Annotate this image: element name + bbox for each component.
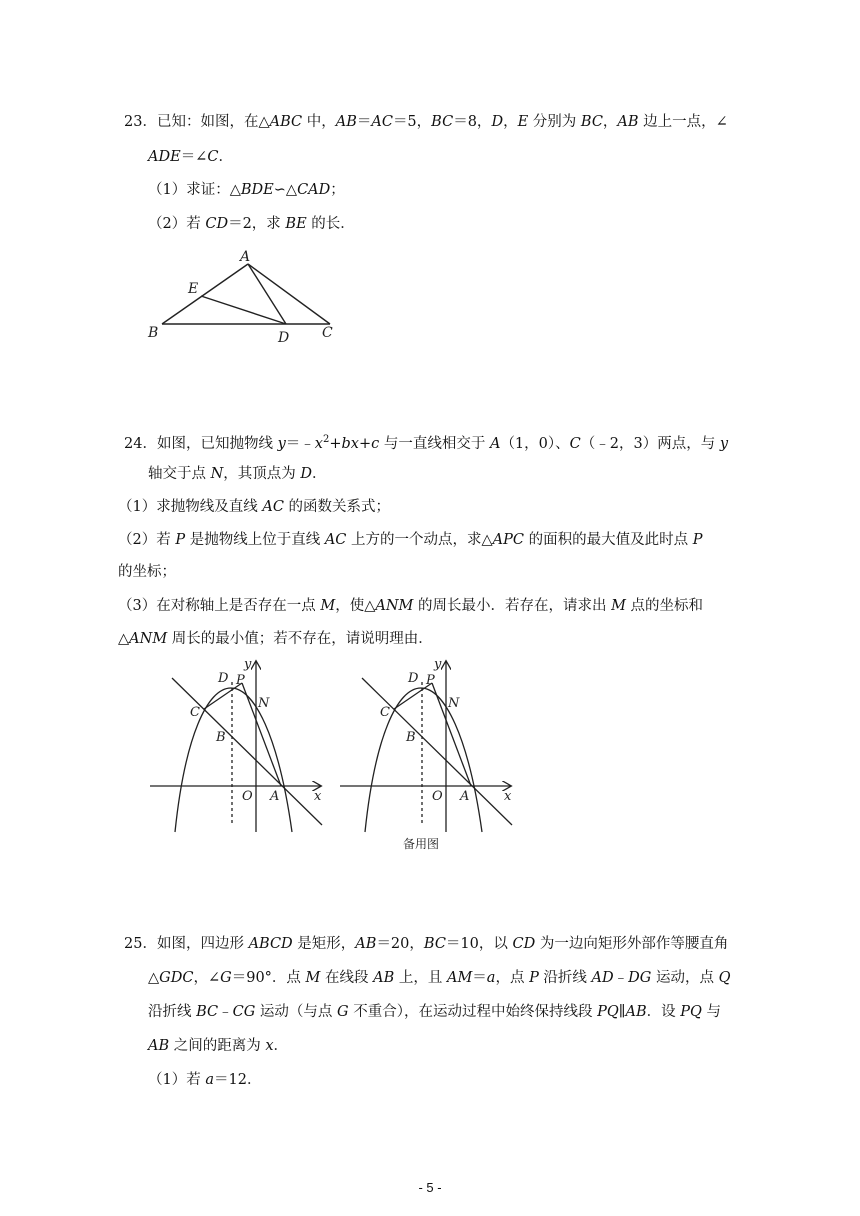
q25-part1: （1）若 a＝12．	[148, 1072, 262, 1088]
q24b-caption: 备用图	[403, 837, 440, 851]
q23-part1: （1）求证：△BDE∽△CAD；	[148, 182, 345, 198]
q23-label-c: C	[322, 325, 333, 341]
q24a-label-x: x	[314, 789, 322, 804]
q24-line2: 轴交于点 N，其顶点为 D．	[148, 466, 327, 482]
q24a-label-p: P	[236, 673, 245, 688]
q24b-label-a: A	[460, 789, 470, 804]
q24b-label-o: O	[432, 789, 443, 804]
page-number: - 5 -	[418, 1180, 442, 1195]
q23-label-d: D	[278, 330, 290, 346]
q23-part2: （2）若 CD＝2，求 BE 的长．	[148, 216, 355, 232]
q24a-label-b: B	[216, 730, 226, 745]
q24b-label-b: B	[406, 730, 416, 745]
q23-label-b: B	[148, 325, 159, 341]
q24-part3b: △ANM 周长的最小值；若不存在，请说明理由．	[118, 631, 433, 647]
q23-line1: 23．已知：如图，在△ABC 中，AB＝AC＝5，BC＝8，D，E 分别为 BC，AB 边上一点，∠	[124, 114, 728, 130]
q24a-label-n: N	[258, 696, 270, 711]
q23-label-a: A	[240, 249, 251, 265]
q24a-label-o: O	[242, 789, 253, 804]
q24-part1: （1）求抛物线及直线 AC 的函数关系式；	[118, 499, 391, 515]
q25-line2: △GDC，∠G＝90°．点 M 在线段 AB 上，且 AM＝a，点 P 沿折线 AD﹣DG 运动，点 Q	[148, 970, 731, 986]
q24a-label-y: y	[244, 657, 252, 672]
q24a-label-c: C	[190, 705, 200, 720]
q25-line4: AB 之间的距离为 x．	[148, 1038, 289, 1054]
q23-line2: ADE＝∠C．	[148, 149, 233, 165]
q24b-label-d: D	[408, 671, 419, 686]
q24-part2a: （2）若 P 是抛物线上位于直线 AC 上方的一个动点，求△APC 的面积的最大值及此时点 P	[118, 532, 703, 548]
q23-label-e: E	[188, 281, 199, 297]
q24b-label-c: C	[380, 705, 390, 720]
q24-line1: 24．如图，已知抛物线 $y=﹣x^2+bx+c$ 与一直线相交于 A（1，0）、C（﹣2，3）两点，与 y	[124, 434, 729, 452]
q24-part2b: 的坐标；	[118, 564, 176, 580]
q25-line3: 沿折线 BC﹣CG 运动（与点 G 不重合），在运动过程中始终保持线段 PQ∥AB．设 PQ 与	[148, 1004, 721, 1020]
q24a-label-d: D	[218, 671, 229, 686]
q24a-label-a: A	[270, 789, 280, 804]
q24b-label-y: y	[434, 657, 442, 672]
q25-line1: 25．如图，四边形 ABCD 是矩形，AB＝20，BC＝10，以 CD 为一边向矩形外部作等腰直角	[124, 936, 729, 952]
q24b-label-p: P	[426, 673, 435, 688]
q24-part3a: （3）在对称轴上是否存在一点 M，使△ANM 的周长最小．若存在，请求出 M 点的坐标和	[118, 598, 704, 614]
q24b-label-n: N	[448, 696, 460, 711]
q24b-label-x: x	[504, 789, 512, 804]
